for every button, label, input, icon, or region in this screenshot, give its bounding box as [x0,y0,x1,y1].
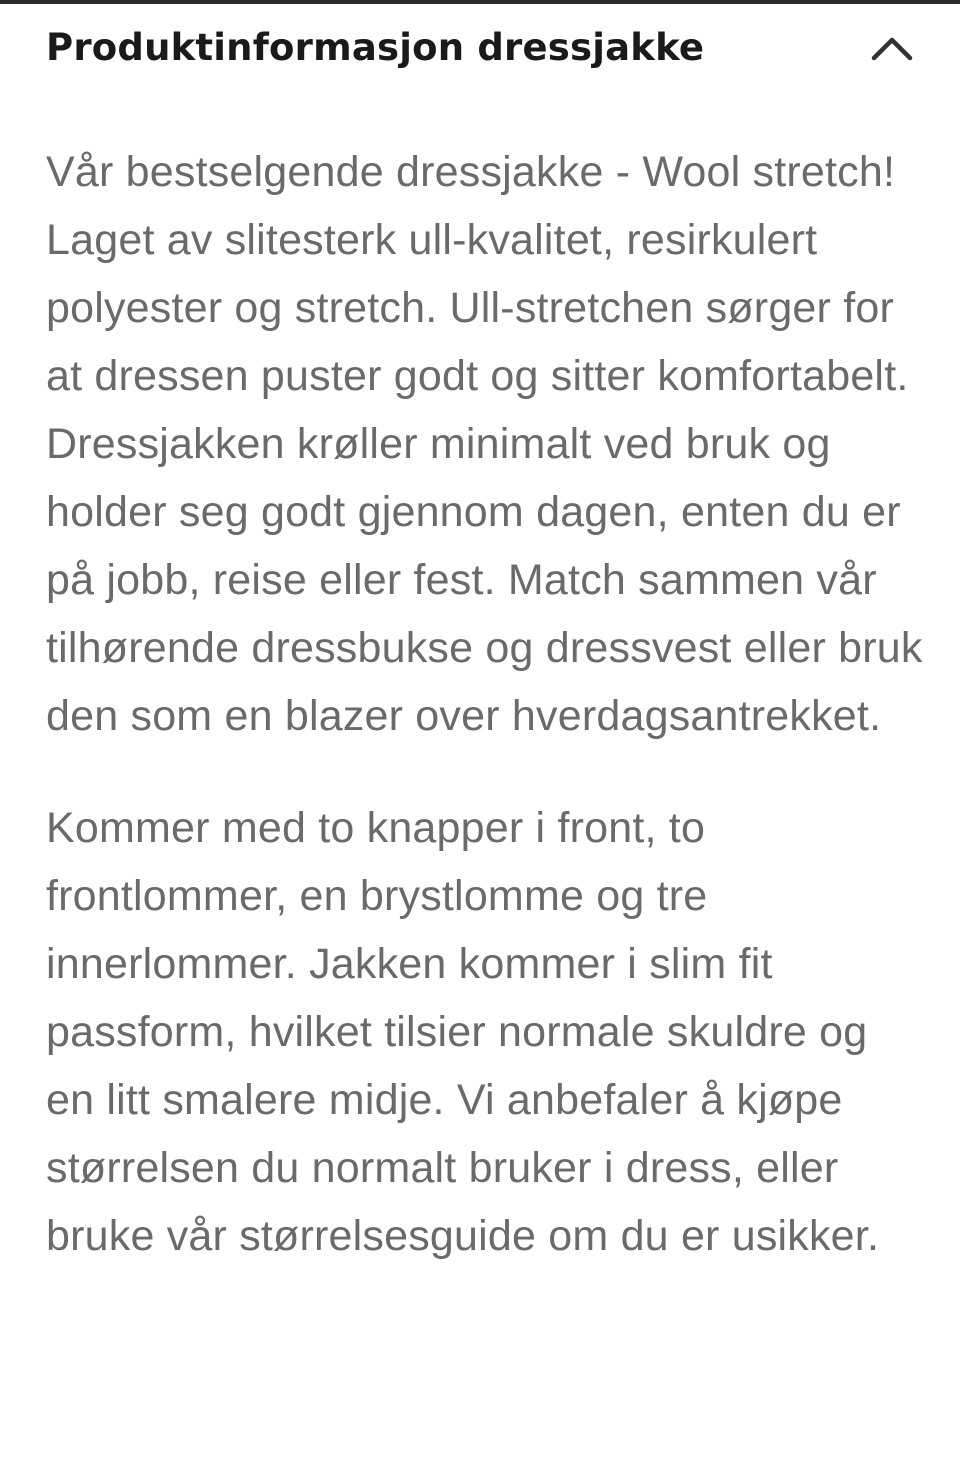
accordion-title: Produktinformasjon dressjakke [46,26,705,69]
description-paragraph: Vår bestselgende dressjakke - Wool stretch! Laget av slitesterk ull-kvalitet, resirkulert polyester og stretch. Ull-stretchen sørger for at dressen puster godt og sitter komfortabelt. Dressjakken krøller minimalt ved bruk og holder seg godt gjennom dagen, enten du er på jobb, reise eller fest. Match sammen vår tilhørende dressbukse og dressvest eller bruk den som en blazer over hverdagsantrekket. [46,148,923,740]
description-paragraph: Kommer med to knapper i front, to frontlommer, en brystlomme og tre innerlommer. Jakken kommer i slim fit passform, hvilket tilsier normale skuldre og en litt smalere midje. Vi anbefaler å kjøpe størrelsen du normalt bruker i dress, eller bruke vår størrelsesguide om du er usikker. [46,804,880,1260]
accordion-header-product-info[interactable] [0,4,960,94]
accordion-content [46,138,926,1270]
chevron-up-icon[interactable] [866,26,918,68]
